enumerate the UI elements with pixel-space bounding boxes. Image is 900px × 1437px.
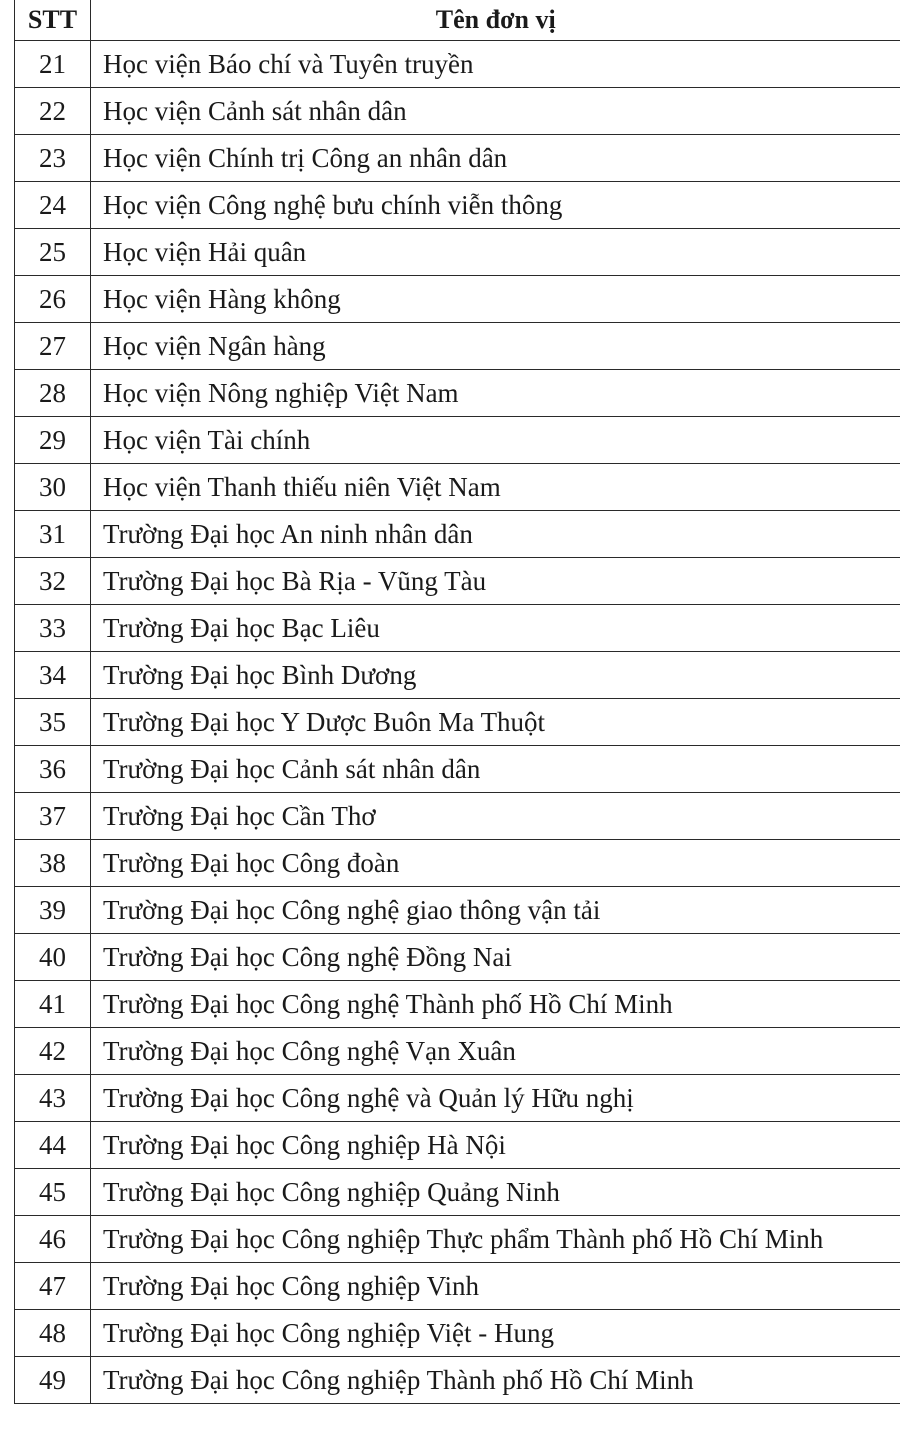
row-unit-name: Trường Đại học Bình Dương	[91, 652, 900, 699]
row-unit-name: Trường Đại học Công nghiệp Hà Nội	[91, 1122, 900, 1169]
table-row	[15, 1122, 900, 1169]
header-row	[15, 0, 900, 41]
row-unit-name: Trường Đại học Công đoàn	[91, 840, 900, 887]
table-row	[15, 934, 900, 981]
table-row	[15, 464, 900, 511]
header-unit-name: Tên đơn vị	[91, 0, 900, 41]
row-stt: 30	[15, 464, 91, 511]
row-stt: 31	[15, 511, 91, 558]
row-unit-name: Học viện Hải quân	[91, 229, 900, 276]
row-unit-name: Học viện Công nghệ bưu chính viễn thông	[91, 182, 900, 229]
row-stt: 26	[15, 276, 91, 323]
table-body	[15, 41, 900, 1404]
row-stt: 25	[15, 229, 91, 276]
row-stt: 39	[15, 887, 91, 934]
row-unit-name: Trường Đại học An ninh nhân dân	[91, 511, 900, 558]
table-row	[15, 276, 900, 323]
row-unit-name: Học viện Ngân hàng	[91, 323, 900, 370]
row-stt: 35	[15, 699, 91, 746]
header-stt: STT	[15, 0, 91, 41]
table-row	[15, 887, 900, 934]
table-row	[15, 229, 900, 276]
row-unit-name: Trường Đại học Cần Thơ	[91, 793, 900, 840]
row-unit-name: Trường Đại học Bạc Liêu	[91, 605, 900, 652]
row-unit-name: Trường Đại học Y Dược Buôn Ma Thuột	[91, 699, 900, 746]
row-unit-name: Học viện Cảnh sát nhân dân	[91, 88, 900, 135]
table-row	[15, 1357, 900, 1404]
row-stt: 48	[15, 1310, 91, 1357]
row-stt: 46	[15, 1216, 91, 1263]
row-stt: 21	[15, 41, 91, 88]
table-row	[15, 558, 900, 605]
row-stt: 36	[15, 746, 91, 793]
row-unit-name: Trường Đại học Công nghệ và Quản lý Hữu nghị	[91, 1075, 900, 1122]
row-stt: 33	[15, 605, 91, 652]
table-row	[15, 1310, 900, 1357]
row-stt: 45	[15, 1169, 91, 1216]
row-stt: 27	[15, 323, 91, 370]
table-row	[15, 1216, 900, 1263]
table-row	[15, 323, 900, 370]
table-row	[15, 182, 900, 229]
table-row	[15, 793, 900, 840]
table-row	[15, 1169, 900, 1216]
table-row	[15, 652, 900, 699]
row-stt: 32	[15, 558, 91, 605]
row-stt: 34	[15, 652, 91, 699]
table-row	[15, 88, 900, 135]
row-stt: 42	[15, 1028, 91, 1075]
row-unit-name: Trường Đại học Công nghiệp Việt - Hung	[91, 1310, 900, 1357]
row-stt: 37	[15, 793, 91, 840]
table-row	[15, 840, 900, 887]
table-row	[15, 1028, 900, 1075]
row-stt: 47	[15, 1263, 91, 1310]
table-row	[15, 699, 900, 746]
row-stt: 41	[15, 981, 91, 1028]
table-row	[15, 511, 900, 558]
row-unit-name: Trường Đại học Công nghệ Đồng Nai	[91, 934, 900, 981]
table-row	[15, 370, 900, 417]
table-row	[15, 41, 900, 88]
table-row	[15, 1263, 900, 1310]
table-row	[15, 135, 900, 182]
row-stt: 28	[15, 370, 91, 417]
row-unit-name: Học viện Báo chí và Tuyên truyền	[91, 41, 900, 88]
table-row	[15, 1075, 900, 1122]
row-stt: 40	[15, 934, 91, 981]
row-unit-name: Học viện Nông nghiệp Việt Nam	[91, 370, 900, 417]
row-stt: 38	[15, 840, 91, 887]
table-header	[15, 0, 900, 41]
row-unit-name: Trường Đại học Bà Rịa - Vũng Tàu	[91, 558, 900, 605]
row-unit-name: Học viện Chính trị Công an nhân dân	[91, 135, 900, 182]
row-stt: 24	[15, 182, 91, 229]
row-stt: 29	[15, 417, 91, 464]
row-unit-name: Trường Đại học Cảnh sát nhân dân	[91, 746, 900, 793]
table-row	[15, 746, 900, 793]
row-unit-name: Học viện Thanh thiếu niên Việt Nam	[91, 464, 900, 511]
row-unit-name: Trường Đại học Công nghiệp Thực phẩm Thành phố Hồ Chí Minh	[91, 1216, 900, 1263]
row-unit-name: Học viện Tài chính	[91, 417, 900, 464]
units-table	[14, 0, 900, 1404]
row-stt: 44	[15, 1122, 91, 1169]
row-unit-name: Trường Đại học Công nghệ giao thông vận tải	[91, 887, 900, 934]
row-stt: 22	[15, 88, 91, 135]
table-row	[15, 417, 900, 464]
row-unit-name: Trường Đại học Công nghiệp Quảng Ninh	[91, 1169, 900, 1216]
row-unit-name: Học viện Hàng không	[91, 276, 900, 323]
row-unit-name: Trường Đại học Công nghiệp Thành phố Hồ Chí Minh	[91, 1357, 900, 1404]
row-stt: 43	[15, 1075, 91, 1122]
row-unit-name: Trường Đại học Công nghiệp Vinh	[91, 1263, 900, 1310]
table-row	[15, 981, 900, 1028]
row-unit-name: Trường Đại học Công nghệ Thành phố Hồ Chí Minh	[91, 981, 900, 1028]
row-stt: 49	[15, 1357, 91, 1404]
row-unit-name: Trường Đại học Công nghệ Vạn Xuân	[91, 1028, 900, 1075]
table-row	[15, 605, 900, 652]
row-stt: 23	[15, 135, 91, 182]
